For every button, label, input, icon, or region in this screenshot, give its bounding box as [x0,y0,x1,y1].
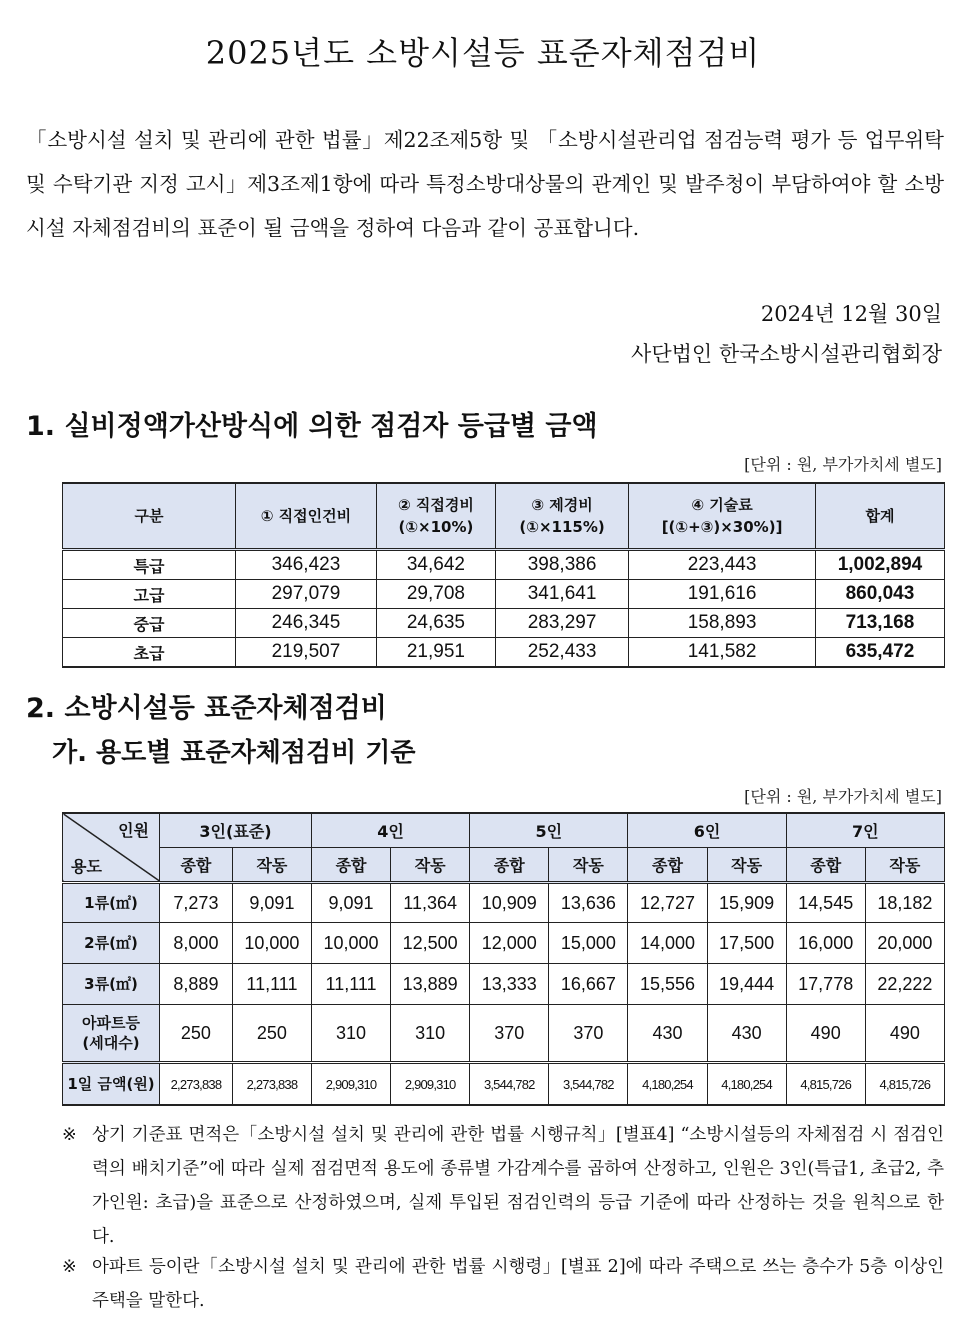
header-formula: (①×10%) [398,518,474,536]
section1-unit-note: [단위 : 원, 부가가치세 별도] [744,455,942,474]
value-cell: 11,111 [311,964,390,1005]
value-cell: 15,909 [707,883,786,923]
table-row [63,580,945,609]
direct-cell: 24,635 [376,609,495,638]
row-label-subtext: (세대수) [82,1034,140,1052]
value-cell: 13,889 [391,964,470,1005]
document-title: 2025년도 소방시설등 표준자체점검비 [205,34,761,72]
issuer-name: 사단법인 한국소방시설관리협회장 [631,342,942,366]
tech-cell: 158,893 [629,609,816,638]
labor-cell: 346,423 [236,550,377,580]
intro-paragraph [26,118,944,250]
note-mark: ※ [62,1257,77,1277]
header-total [815,483,944,550]
value-cell: 12,500 [391,923,470,964]
value-cell: 19,444 [707,964,786,1005]
note-text: 상기 기준표 면적은「소방시설 설치 및 관리에 관한 법률 시행규칙」[별표4] “소방시설등의 자체점검 시 점검인력의 배치기준”에 따라 실제 점검면적 용도에 종류별 가감계수를 곱하여 산정하고, 인원은 3인(특급1, 초급2, 추가인원: 초급)을 표준으로 산정하였으며, 실제 투입된 점검인력의 등급 기준에 따라 산정하는 것을 원칙으로 한다. [92,1125,944,1247]
subheader-operation: 작동 [865,848,944,883]
value-cell: 10,909 [470,883,549,923]
direct-cell: 21,951 [376,638,495,668]
table-row [63,638,945,668]
direct-cell: 29,708 [376,580,495,609]
intro-text: 「소방시설 설치 및 관리에 관한 법률」제22조제5항 및 「소방시설관리업 점검능력 평가 등 업무위탁 및 수탁기관 지정 고시」제3조제1항에 따라 특정소방대상물의 관계인 및 발주청이 부담하여야 할 소방시설 자체점검비의 표준이 될 금액을 정하여 다음과 같이 공표합니다. [26,128,944,240]
value-cell: 250 [232,1005,311,1063]
tech-cell: 191,616 [629,580,816,609]
value-cell: 4,815,726 [786,1063,865,1106]
value-cell: 370 [549,1005,628,1063]
overhead-cell: 341,641 [495,580,628,609]
header-text: ④ 기술료 [691,496,753,514]
corner-personnel-label: 인원 [118,821,149,840]
subheader-general: 종합 [628,848,707,883]
subheader-general: 종합 [786,848,865,883]
header-text: 합계 [865,507,895,525]
subheader-operation: 작동 [232,848,311,883]
header-text: 구분 [134,507,164,525]
value-cell: 14,545 [786,883,865,923]
note-mark: ※ [62,1125,77,1145]
value-cell: 7,273 [160,883,233,923]
header-category [63,483,236,550]
value-cell: 490 [786,1005,865,1063]
value-cell: 2,909,310 [391,1063,470,1106]
corner-usage-label: 용도 [71,857,102,876]
usage-cost-table [62,812,945,1106]
table-row [63,609,945,638]
section2-subheading: 가. 용도별 표준자체점검비 기준 [52,738,416,768]
table-row [63,550,945,580]
row-label-text: 1류(㎡) [84,894,138,912]
tech-cell: 141,582 [629,638,816,668]
table-row [63,1063,945,1106]
value-cell: 490 [865,1005,944,1063]
row-label [63,883,160,923]
value-cell: 14,000 [628,923,707,964]
value-cell: 2,273,838 [232,1063,311,1106]
section1-heading: 1. 실비정액가산방식에 의한 점검자 등급별 금액 [26,411,598,442]
value-cell: 4,180,254 [707,1063,786,1106]
value-cell: 8,000 [160,923,233,964]
row-label [63,1063,160,1106]
row-label [63,964,160,1005]
value-cell: 3,544,782 [470,1063,549,1106]
grade-cell: 초급 [63,638,236,668]
table-subheader-row [63,848,945,883]
labor-cell: 219,507 [236,638,377,668]
value-cell: 16,000 [786,923,865,964]
table-header-row [63,483,945,550]
row-label [63,1005,160,1063]
total-cell: 713,168 [815,609,944,638]
group-header: 5인 [470,813,628,848]
row-label-text: 1일 금액(원) [67,1075,155,1093]
group-header: 7인 [786,813,944,848]
value-cell: 370 [470,1005,549,1063]
value-cell: 22,222 [865,964,944,1005]
subheader-operation: 작동 [549,848,628,883]
subheader-general: 종합 [470,848,549,883]
overhead-cell: 252,433 [495,638,628,668]
section2-unit-note: [단위 : 원, 부가가치세 별도] [744,787,942,806]
subheader-operation: 작동 [707,848,786,883]
header-formula: (①×115%) [519,518,605,536]
note-1 [62,1118,944,1254]
value-cell: 11,111 [232,964,311,1005]
value-cell: 15,556 [628,964,707,1005]
value-cell: 13,333 [470,964,549,1005]
value-cell: 9,091 [311,883,390,923]
note-text: 아파트 등이란「소방시설 설치 및 관리에 관한 법률 시행령」[별표 2]에 따라 주택으로 쓰는 층수가 5층 이상인 주택을 말한다. [92,1257,944,1311]
value-cell: 250 [160,1005,233,1063]
table-row [63,923,945,964]
value-cell: 310 [391,1005,470,1063]
value-cell: 10,000 [232,923,311,964]
value-cell: 12,000 [470,923,549,964]
subheader-general: 종합 [311,848,390,883]
value-cell: 20,000 [865,923,944,964]
value-cell: 17,500 [707,923,786,964]
value-cell: 2,273,838 [160,1063,233,1106]
labor-cell: 246,345 [236,609,377,638]
subheader-operation: 작동 [391,848,470,883]
value-cell: 4,180,254 [628,1063,707,1106]
value-cell: 12,727 [628,883,707,923]
group-header: 6인 [628,813,786,848]
header-formula: [(①+③)×30%)] [661,518,783,536]
value-cell: 15,000 [549,923,628,964]
value-cell: 16,667 [549,964,628,1005]
value-cell: 11,364 [391,883,470,923]
header-overhead [495,483,628,550]
header-tech-fee [629,483,816,550]
tech-cell: 223,443 [629,550,816,580]
overhead-cell: 398,386 [495,550,628,580]
total-cell: 860,043 [815,580,944,609]
row-label-text: 아파트등 [82,1014,140,1032]
value-cell: 10,000 [311,923,390,964]
value-cell: 13,636 [549,883,628,923]
note-2 [62,1250,944,1318]
direct-cell: 34,642 [376,550,495,580]
usage-table-body [63,883,945,1106]
corner-header [63,813,160,883]
header-text: ① 직접인건비 [260,507,352,525]
group-header: 3인(표준) [160,813,312,848]
header-direct-labor [236,483,377,550]
grade-cell: 중급 [63,609,236,638]
table-row [63,964,945,1005]
value-cell: 430 [628,1005,707,1063]
publish-date: 2024년 12월 30일 [760,302,942,326]
value-cell: 17,778 [786,964,865,1005]
total-cell: 1,002,894 [815,550,944,580]
header-text: ③ 제경비 [531,496,593,514]
grade-cell: 특급 [63,550,236,580]
group-header: 4인 [311,813,469,848]
value-cell: 9,091 [232,883,311,923]
table-row [63,883,945,923]
row-label-text: 3류(㎡) [84,975,138,993]
value-cell: 430 [707,1005,786,1063]
labor-cell: 297,079 [236,580,377,609]
value-cell: 3,544,782 [549,1063,628,1106]
subheader-general: 종합 [160,848,233,883]
table-row [63,1005,945,1063]
row-label [63,923,160,964]
section2-heading: 2. 소방시설등 표준자체점검비 [26,693,387,724]
header-text: ② 직접경비 [397,496,474,514]
grade-cell: 고급 [63,580,236,609]
value-cell: 2,909,310 [311,1063,390,1106]
table-header-row [63,813,945,848]
grade-cost-table [62,482,945,668]
value-cell: 8,889 [160,964,233,1005]
total-cell: 635,472 [815,638,944,668]
header-direct-expense [376,483,495,550]
value-cell: 310 [311,1005,390,1063]
row-label-text: 2류(㎡) [84,934,138,952]
value-cell: 4,815,726 [865,1063,944,1106]
overhead-cell: 283,297 [495,609,628,638]
value-cell: 18,182 [865,883,944,923]
